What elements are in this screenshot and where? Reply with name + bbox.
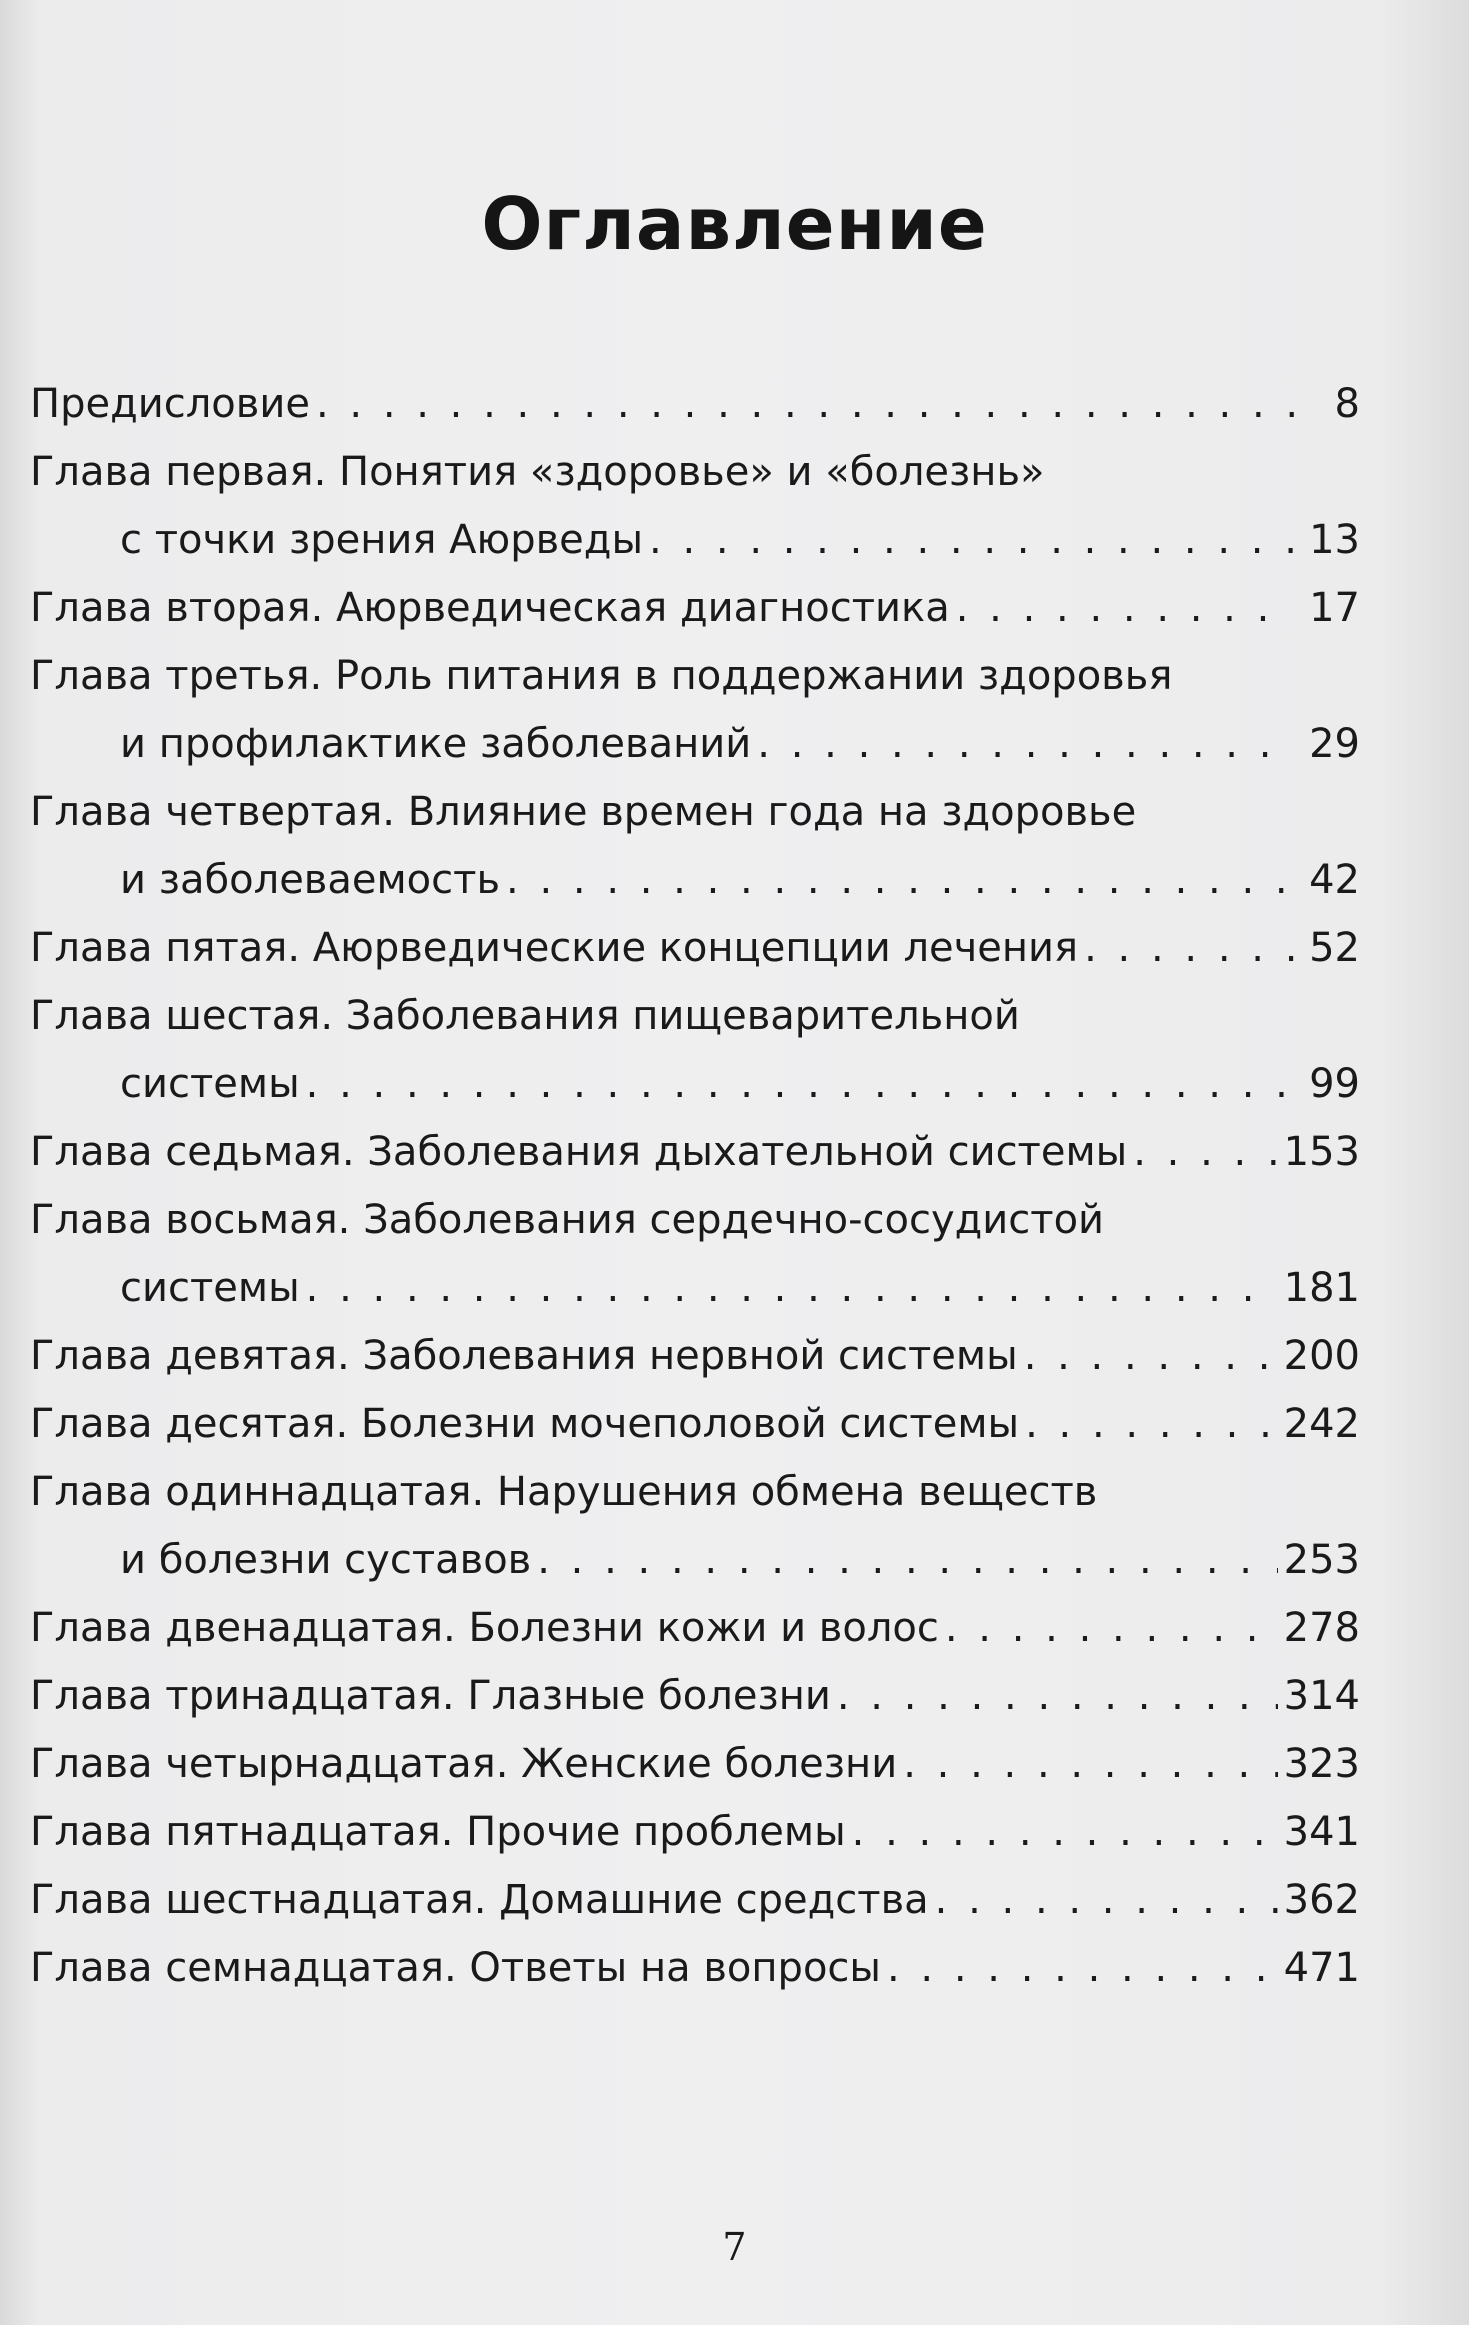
toc-entry-line — [30, 1186, 1360, 1254]
toc-entry — [30, 1322, 1360, 1390]
toc-entry-line — [30, 438, 1360, 506]
toc-entry-line — [30, 778, 1360, 846]
toc-entry — [30, 1186, 1360, 1322]
toc-page-number: 153 — [1283, 1129, 1360, 1175]
toc-entry — [30, 1594, 1360, 1662]
toc-page-number: 99 — [1309, 1061, 1360, 1107]
toc-entry — [30, 1390, 1360, 1458]
toc-entry-line — [30, 1866, 1360, 1934]
toc-entry-title: Глава четвертая. Влияние времен года на здоровье — [30, 789, 1137, 835]
toc-entry-line — [30, 370, 1360, 438]
toc-entry-continuation — [30, 710, 1360, 778]
toc-entry — [30, 1866, 1360, 1934]
toc-entry-title: и заболеваемость — [120, 857, 501, 903]
toc-entry-title: Глава вторая. Аюрведическая диагностика — [30, 585, 950, 631]
dot-leader — [316, 370, 1294, 438]
toc-entry — [30, 1458, 1360, 1594]
toc-page-number: 42 — [1309, 857, 1360, 903]
toc-entry-title: Глава шестнадцатая. Домашние средства — [30, 1877, 929, 1923]
toc-entry-title: Глава третья. Роль питания в поддержании здоровья — [30, 653, 1173, 699]
toc-page-number: 52 — [1309, 925, 1360, 971]
toc-entry-line — [30, 982, 1360, 1050]
toc-entry — [30, 574, 1360, 642]
toc-entry — [30, 642, 1360, 778]
toc-page-number: 253 — [1283, 1537, 1360, 1583]
dot-leader — [956, 574, 1294, 642]
dot-leader — [903, 1730, 1277, 1798]
toc-entry-title: Глава шестая. Заболевания пищеварительной — [30, 993, 1020, 1039]
toc-page-number: 323 — [1283, 1741, 1360, 1787]
toc-entry-title: Глава четырнадцатая. Женские болезни — [30, 1741, 898, 1787]
toc-page-number: 341 — [1283, 1809, 1360, 1855]
toc-entry — [30, 370, 1360, 438]
dot-leader — [837, 1662, 1278, 1730]
toc-page-number: 242 — [1283, 1401, 1360, 1447]
dot-leader — [1133, 1118, 1277, 1186]
toc-page-number: 181 — [1283, 1265, 1360, 1311]
toc-entry — [30, 1934, 1360, 2002]
toc-entry-continuation — [30, 1526, 1360, 1594]
dot-leader — [306, 1050, 1294, 1118]
dot-leader — [306, 1254, 1278, 1322]
toc-entry-title: Глава седьмая. Заболевания дыхательной системы — [30, 1129, 1128, 1175]
toc-entry-continuation — [30, 506, 1360, 574]
toc-entry-line — [30, 1458, 1360, 1526]
page-number: 7 — [722, 2225, 747, 2269]
toc-entry-title: Глава одиннадцатая. Нарушения обмена веществ — [30, 1469, 1098, 1515]
toc-entry-line — [30, 1934, 1360, 2002]
toc-entry-line — [30, 1662, 1360, 1730]
toc-entry — [30, 914, 1360, 982]
toc-entry-title: Глава пятая. Аюрведические концепции лечения — [30, 925, 1079, 971]
toc-page-number: 362 — [1283, 1877, 1360, 1923]
toc-entry-title: Глава восьмая. Заболевания сердечно-сосудистой — [30, 1197, 1105, 1243]
toc-entry — [30, 1662, 1360, 1730]
toc-entry-title: системы — [120, 1061, 300, 1107]
toc-entry-line — [30, 1730, 1360, 1798]
toc-entry-line — [30, 574, 1360, 642]
toc-entry-line — [30, 1798, 1360, 1866]
dot-leader — [935, 1866, 1278, 1934]
dot-leader — [887, 1934, 1278, 2002]
toc-page-number: 278 — [1283, 1605, 1360, 1651]
toc-page-number: 314 — [1283, 1673, 1360, 1719]
toc-entry-line — [30, 1390, 1360, 1458]
toc-entry — [30, 982, 1360, 1118]
toc-entry-title: и болезни суставов — [120, 1537, 532, 1583]
toc-page-number: 200 — [1283, 1333, 1360, 1379]
toc-entry-title: Глава пятнадцатая. Прочие проблемы — [30, 1809, 846, 1855]
dot-leader — [537, 1526, 1277, 1594]
toc-entry-title: Глава первая. Понятия «здоровье» и «болезнь» — [30, 449, 1045, 495]
toc-entry-title: Глава тринадцатая. Глазные болезни — [30, 1673, 831, 1719]
dot-leader — [1025, 1390, 1278, 1458]
toc-entry-line — [30, 1322, 1360, 1390]
toc-page-number: 17 — [1309, 585, 1360, 631]
dot-leader — [1084, 914, 1294, 982]
toc-entry — [30, 778, 1360, 914]
toc-page-number: 29 — [1309, 721, 1360, 767]
dot-leader — [649, 506, 1294, 574]
toc-page-number: 471 — [1283, 1945, 1360, 1991]
toc-entry-continuation — [30, 1254, 1360, 1322]
toc-entry-title: Глава семнадцатая. Ответы на вопросы — [30, 1945, 881, 1991]
toc-entry-continuation — [30, 1050, 1360, 1118]
toc-page-number: 8 — [1334, 381, 1360, 427]
dot-leader — [1024, 1322, 1278, 1390]
toc-entry-title: и профилактике заболеваний — [120, 721, 752, 767]
toc-entry-line — [30, 642, 1360, 710]
toc-page-number: 13 — [1309, 517, 1360, 563]
page-title: Оглавление — [481, 182, 988, 266]
toc-entry-title: системы — [120, 1265, 300, 1311]
dot-leader — [945, 1594, 1278, 1662]
toc-entry-title: с точки зрения Аюрведы — [120, 517, 644, 563]
toc-entry-continuation — [30, 846, 1360, 914]
toc-entry-line — [30, 914, 1360, 982]
toc-entry-title: Глава десятая. Болезни мочеполовой системы — [30, 1401, 1020, 1447]
toc-entry-title: Глава двенадцатая. Болезни кожи и волос — [30, 1605, 939, 1651]
dot-leader — [506, 846, 1294, 914]
dot-leader — [757, 710, 1294, 778]
table-of-contents — [30, 370, 1360, 2002]
dot-leader — [852, 1798, 1278, 1866]
toc-entry — [30, 438, 1360, 574]
toc-entry-title: Глава девятая. Заболевания нервной системы — [30, 1333, 1018, 1379]
toc-entry — [30, 1118, 1360, 1186]
toc-entry-line — [30, 1594, 1360, 1662]
toc-entry-title: Предисловие — [30, 381, 310, 427]
toc-entry — [30, 1798, 1360, 1866]
toc-entry-line — [30, 1118, 1360, 1186]
toc-entry — [30, 1730, 1360, 1798]
